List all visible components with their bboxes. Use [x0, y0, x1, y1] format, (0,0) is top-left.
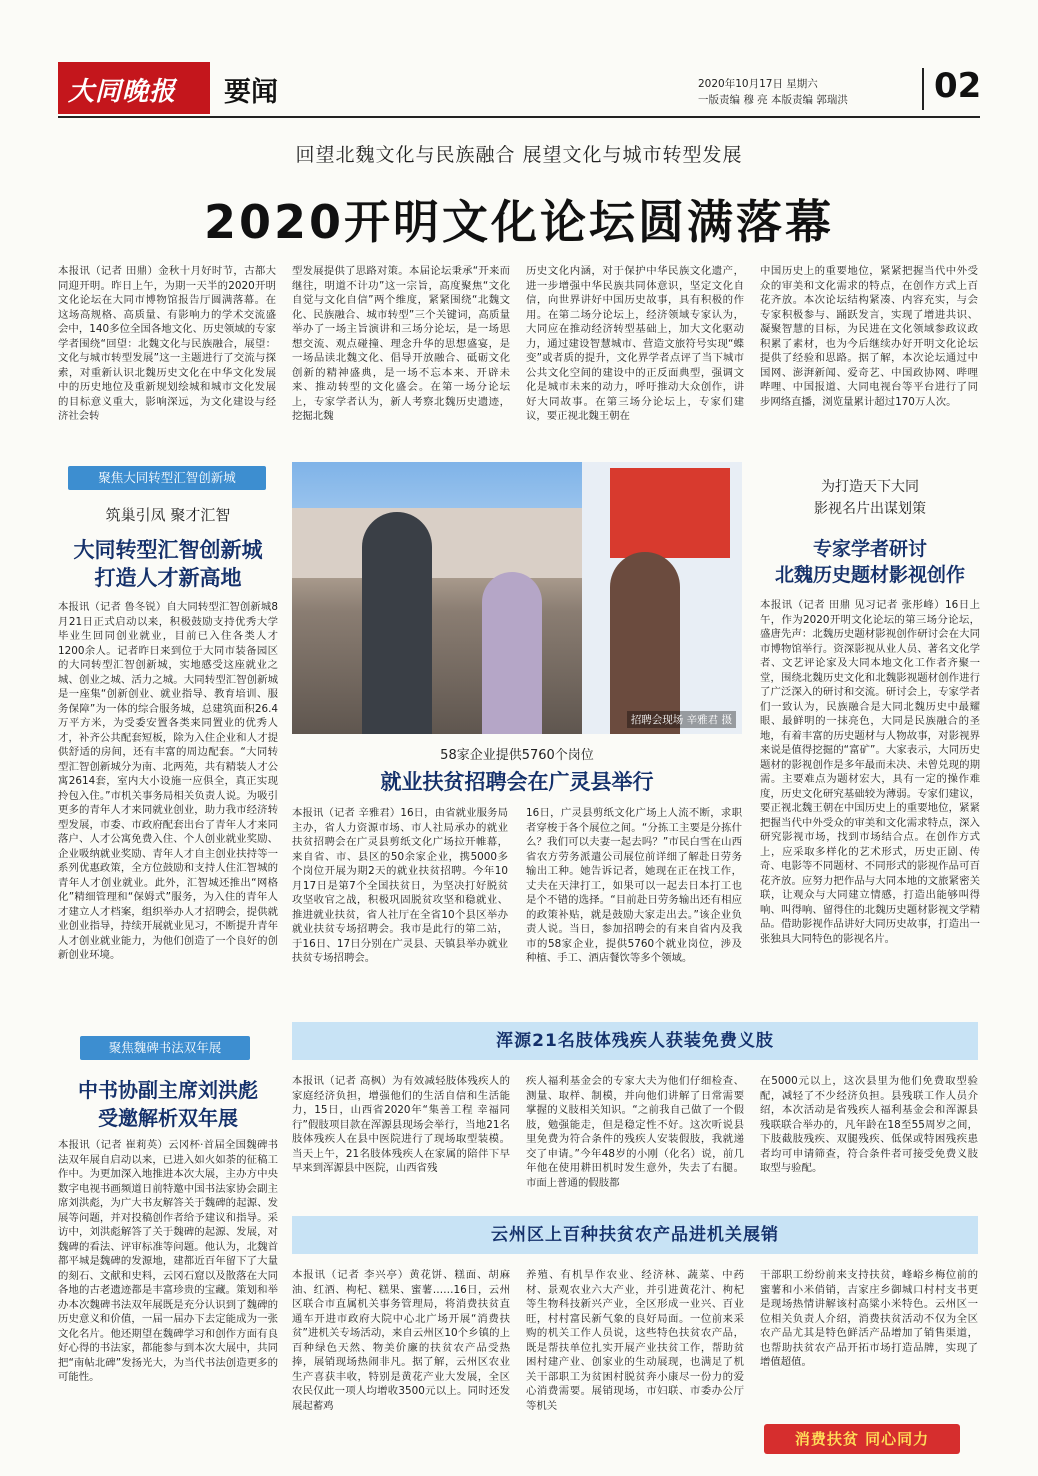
band-2-column-3: 干部职工纷纷前来支持扶贫，峰峪乡梅位前的蜜薯和小米俏销，吉家庄乡御城口村村支书更是现场热情讲解该村高粱小米特色。云州区一位相关负责人介绍，消费扶贫活动不仅为全区农产品尤其是特色鲜活产品增加了销售渠道，也帮助扶贫农产品开拓市场打造品牌，实现了增值超值。	[760, 1269, 978, 1368]
left-story2-body: 本报讯（记者 崔莉英）云冈杯·首届全国魏碑书法双年展自启动以来，已进入如火如荼的征稿工作中。为更加深入地推进本次大展，主办方中央数字电视书画频道日前特邀中国书法家协会副主席刘洪彪，为广大书友解答关于魏碑的起源、发展等问题，并对投稿创作者给予建议和指导。采访中，刘洪彪解答了关于魏碑的起源、发展，对魏碑的看法、评审标准等问题。他认为，北魏首都平城是魏碑的发源地，建都近百年留下了大量的刻石、文献和史料，云冈石窟以及散落在大同各地的古老遗迹都是丰富珍贵的宝藏。策划和举办本次魏碑书法双年展既是充分认识到了魏碑的历史意义和价值，一届一届办下去定能成为一张文化名片。他还期望在魏碑学习和创作方面有良好心得的书法家，都能参与到本次大展中，共同把“南帖北碑”发扬光大，为当代书法创造更多的可能性。	[58, 1139, 278, 1383]
center-story-column-2: 16日，广灵县剪纸文化广场上人流不断，求职者穿梭于各个展位之间。“分拣工主要是分拣什么？我们可以夫妻一起去吗？”市民白雪在山西省农方劳务派遣公司展位前详细了解赴日劳务输出工种。她告诉记者，她现在正在找工作，丈夫在天津打工，如果可以一起去日本打工也是个不错的选择。“目前赴日劳务输出还有相应的政策补贴，就是鼓励大家走出去。”该企业负责人说。当日，参加招聘会的有来自省内及我市的58家企业，提供5760个就业岗位，涉及种植、手工、酒店餐饮等多个领域。	[526, 807, 742, 964]
right-story-title-2: 北魏历史题材影视创作	[774, 564, 965, 586]
center-story-title: 就业扶贫招聘会在广灵县举行	[380, 770, 654, 794]
masthead-divider	[922, 68, 924, 110]
left-story2-title-1: 中书协副主席刘洪彪	[78, 1078, 258, 1102]
masthead-logo: 大同晚报	[68, 77, 177, 107]
band-2-column-2: 养殖、有机旱作农业、经济林、蔬菜、中药材、景观农业六大产业，并引进黄花汁、枸杞等生物科技新兴产业，全区形成一业兴、百业旺，村村富民新气象的良好局面。一位前来采购的机关工作人员说，这些特色扶贫农产品，既是帮扶单位扎实开展产业扶贫工作，帮助贫困村建产业、创家业的生动展现，也满足了机关干部职工为贫困村脱贫奔小康尽一份力的爱心消费需要。展销现场，市妇联、市委办公厅等机关	[526, 1269, 744, 1412]
band-2-column-1: 本报讯（记者 李兴亭）黄花饼、糕面、胡麻油、红酒、枸杞、糕果、蜜薯……16日，云州区联合市直属机关事务管理局，将消费扶贫直通车开进市政府大院中心北广场开展“消费扶贫”进机关专场活动，来自云州区10个乡镇的上百种绿色天然、物美价廉的扶贫农产品受热捧，展销现场热闹非凡。据了解，云州区农业生产喜获丰收，特别是黄花产业大发展，全区农民仅此一项人均增收3500元以上。同时还发展起蓄鸡	[292, 1269, 510, 1412]
left-story-title-2: 打造人才新高地	[94, 566, 242, 590]
band-1-column-3: 在5000元以上，这次县里为他们免费取型验配，减轻了不少经济负担。县残联工作人员介绍，本次活动是省残疾人福利基金会和浑源县残联联合举办的，凡年龄在18至55周岁之间，下肢截肢残疾、双腿残疾、低保或特困残疾患者均可申请筛查，符合条件者可接受免费义肢取型与验配。	[760, 1075, 978, 1174]
photo-building	[292, 508, 592, 578]
left-story-body: 本报讯（记者 鲁冬锐）自大同转型汇智创新城8月21日正式启动以来，积极鼓励支持优秀大学毕业生回同创业就业，目前已入住各类人才1200余人。记者昨日来到位于大同市装备园区的大同转型汇智创新城，实地感受这座就业之城、创业之城、活力之城。大同转型汇智创新城是一座集“创新创业、就业指导、教育培训、服务保障”为一体的综合服务城，总建筑面积26.4万平方米，为受委安置各类来同置业的优秀人才，补齐公共配套短板，除为入住企业和人才提供舒适的房间，还有丰富的周边配套。“大同转型汇智创新城分为南、北两苑，共有精装人才公寓2614套，室内大小设施一应俱全，真正实现拎包入住。”市机关事务局相关负责人说。为吸引更多的青年人才来同就业创业，助力我市经济转型发展，市委、市政府配套出台了青年人才来同落户、人才公寓免费入住、个人创业就业奖励、企业吸纳就业奖励、青年人才自主创业扶持等一系列优惠政策，全方位鼓励和支持人住汇智城的青年人才创业就业。此外，汇智城还推出“网格化”精细管理和“保姆式”服务，为入住的青年人才建立人才档案，组织举办人才招聘会，提供就业创业指导，持续开展就业见习，不断提升青年人才创业就业能力，为他们创造了一个良好的创新创业环境。	[58, 601, 278, 961]
lead-title: 2020开明文化论坛圆满落幕	[203, 195, 835, 249]
consumer-poverty-stamp	[764, 1424, 960, 1454]
lead-column-3: 历史文化内涵，对于保护中华民族文化遗产，进一步增强中华民族共同体意识，坚定文化自信，向世界讲好中国历史故事，具有积极的作用。在第二场分论坛上，经济领域专家认为，大同应在推动经济转型基础上，加大文化驱动力，通过建设智慧城市、营造文旅符号实现“蝶变”或者质的提升，文化界学者点评了当下城市公共文化空间的建设中的正反面典型，强调文化是城市未来的动力，呼吁推动大众创作，讲好大同故事。在第三场分论坛上，专家们建议，要正视北魏王朝在	[526, 265, 744, 422]
right-story-kicker-1: 为打造天下大同	[821, 479, 919, 495]
right-story-body: 本报讯（记者 田鼎 见习记者 张彤峰）16日上午，作为2020开明文化论坛的第三场分论坛，盛唐先声：北魏历史题材影视创作研讨会在大同市博物馆举行。资深影视从业人员、著名文化学者、文艺评论家及大同本地文化工作者齐聚一堂，围绕北魏历史文化和北魏影视题材创作进行了广泛深入的研讨和交流。研讨会上，专家学者们一致认为，民族融合是大同北魏历史中最耀眼、最鲜明的一抹亮色，大同是民族融合的圣地，有着丰富的历史题材与人物故事，对影视界来说是值得挖掘的“富矿”。大家表示，大同历史题材的影视创作是多年最而未决、未曾兑现的期需。主要难点为题材宏大，具有一定的操作难度，历史文化研究基础较为薄弱。专家们建议，要正视北魏王朝在中国历史上的重要地位，紧紧把握当代中外受众的审美和文化需求特点，深入研究影视市场，找到市场结合点。在创作方式上，应采取多样化的艺术形式，历史正剧、传奇、电影等不同题材、不同形式的影视作品可百花齐放。应努力把作品与大同本地的文旅紧密关联，让观众与大同建立情感，打造出能够叫得响、叫得响、留得住的北魏历史题材影视文学精品。借助影视作品讲好大同历史故事，打造出一张独具大同特色的影视名片。	[760, 599, 980, 945]
lead-column-4: 中国历史上的重要地位，紧紧把握当代中外受众的审美和文化需求的特点，在创作方式上百花齐放。本次论坛结构紧凑、内容充实，与会专家积极参与、踊跃发言，实现了增进共识、凝聚智慧的目标，为民进在文化领域参政议政积累了素材，也为今后继续办好开明文化论坛提供了经验和思路。据了解，本次论坛通过中国网、澎湃新闻、爱奇艺、中国政协网、哔哩哔哩、中国报道、大同电视台等平台进行了同步网络直播，浏览量累计超过170万人次。	[760, 265, 978, 408]
left-section-tab: 聚焦大同转型汇智创新城	[68, 466, 266, 490]
masthead-logo-block	[58, 62, 210, 114]
center-story-kicker: 58家企业提供5760个岗位	[440, 748, 594, 763]
band-2-title: 云州区上百种扶贫农产品进机关展销	[292, 1216, 978, 1254]
right-story-kicker-2: 影视名片出谋划策	[814, 501, 926, 517]
page-number: 02	[934, 66, 982, 106]
left-story2-title-2: 受邀解析双年展	[98, 1106, 238, 1130]
band-1-title: 浑源21名肢体残疾人获装免费义肢	[292, 1022, 978, 1060]
photo-banner	[610, 468, 730, 558]
lead-column-2: 型发展提供了思路对策。本届论坛秉承“开来而继往，明道不计功”这一宗旨，高度聚焦“文化自觉与文化自信”两个维度，紧紧围绕“北魏文化、民族融合、城市转型”三个关键词，高质量举办了一场主旨演讲和三场分论坛，是一场思想交流、观点碰撞、理念升华的思想盛宴，是一场品读北魏文化、倡导开放融合、砥砺文化创新的精神盛典，是一场不忘本来、开辟未来、推动转型的文化盛会。在第一场分论坛上，专家学者认为，新人考察北魏历史遗迹，挖掘北魏	[292, 265, 510, 422]
photo-caption: 招聘会现场 辛雅君 摄	[627, 711, 736, 728]
masthead-rule	[58, 116, 980, 118]
stamp-text: 消费扶贫 同心同力	[794, 1430, 930, 1448]
masthead-editors: 一版责编 穆 亮 本版责编 郭瑞洪	[698, 94, 848, 106]
left-story-title-1: 大同转型汇智创新城	[73, 538, 263, 562]
band-1-column-2: 疾人福利基金会的专家大夫为他们仔细检查、测量、取样、制模，并向他们讲解了日常需要掌握的义肢相关知识。“之前我自己做了一个假肢，勉强能走，但是稳定性不好。这次听说县里免费为符合条件的残疾人安装假肢，我就递交了申请。”今年48岁的小刚（化名）说，前几年他在使用耕田机时发生意外，失去了右腿。市面上普通的假肢都	[526, 1075, 744, 1189]
right-story-title-1: 专家学者研讨	[812, 538, 927, 560]
band-1-column-1: 本报讯（记者 高枫）为有效减轻肢体残疾人的家庭经济负担，增强他们的生活自信和生活能力，15日，山西省2020年“集善工程 幸福同行”假肢项目款在浑源县现场会举行，当地21名肢体残疾人在县中医院进行了现场取型装模。当天上午，21名肢体残疾人在家属的陪伴下早早来到浑源县中医院，山西省残	[292, 1075, 510, 1174]
lead-kicker: 回望北魏文化与民族融合 展望文化与城市转型发展	[295, 144, 743, 166]
photo-person-right	[610, 552, 680, 734]
masthead-date: 2020年10月17日 星期六	[698, 78, 818, 90]
masthead-section: 要闻	[224, 77, 278, 108]
left-section-tab-2: 聚焦魏碑书法双年展	[80, 1036, 250, 1060]
recruitment-photo	[292, 462, 742, 734]
center-story-column-1: 本报讯（记者 辛雅君）16日，由省就业服务局主办，省人力资源市场、市人社局承办的就业扶贫招聘会在广灵县剪纸文化广场拉开帷幕，来自省、市、县区的50余家企业，携5000多个岗位开展为期2天的就业扶贫招聘。今年10月17日是第7个全国扶贫日，为坚决打好脱贫攻坚收官之战，积极巩固脱贫攻坚和稳就业、推进就业扶贫，省人社厅在全省10个县区举办就业扶贫专场招聘会。我市是此行的第二站，于16日、17日分别在广灵县、天镇县举办就业扶贫专场招聘会。	[292, 807, 508, 964]
masthead	[0, 0, 1038, 120]
photo-person-center	[482, 572, 542, 734]
left-story-kicker: 筑巢引凤 聚才汇智	[105, 506, 231, 524]
photo-person-left	[362, 512, 432, 734]
lead-column-1: 本报讯（记者 田鼎）金秋十月好时节，古都大同迎开明。昨日上午，为期一天半的2020开明文化论坛在大同市博物馆报告厅圆满落幕。在这场高规格、高质量、有影响力的学术交流盛会中，140多位全国各地文化、历史领域的专家学者围绕“回望：北魏文化与民族融合，展望：文化与城市转型发展”这一主题进行了交流与探索，对重新认识北魏历史文化在中华文化发展中的历史地位及重新规划绘城和城市文化发展的目标意义重大，影响深远，为文化建设与经济社会转	[58, 265, 276, 422]
